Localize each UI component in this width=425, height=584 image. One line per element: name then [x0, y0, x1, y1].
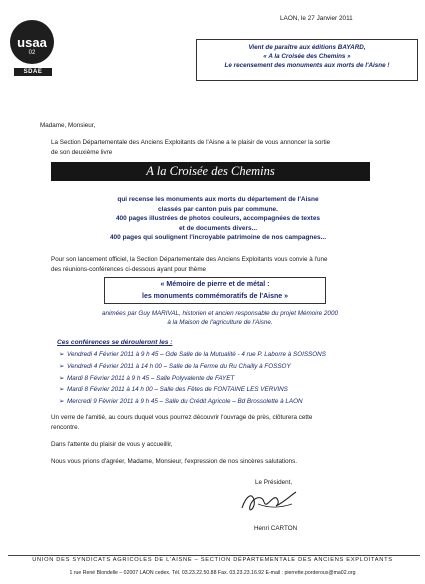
list-item: ➢ Mardi 8 Février 2011 à 9 h 45 – Salle Polyvalente de FAYET	[59, 373, 326, 385]
arrow-bullet-icon: ➢	[59, 374, 65, 382]
footer-divider	[8, 555, 420, 556]
president-title: Le Président,	[255, 479, 293, 486]
conference-list	[59, 349, 326, 408]
footer-organization: UNION DES SYNDICATS AGRICOLES DE L'AISNE – SECTION DÉPARTEMENTALE DES ANCIENS EXPLOITANTS	[32, 557, 393, 563]
desc-line: 400 pages illustrées de photos couleurs, accompagnées de textes	[115, 215, 321, 223]
desc-line: 400 pages qui soulignent l'incroyable patrimoine de nos campagnes...	[109, 234, 327, 242]
arrow-bullet-icon: ➢	[59, 398, 65, 406]
speaker-line-1: animées par Guy MARIVAL, historien et ancien responsable du projet Mémoire 2000	[102, 310, 338, 317]
launch-line-1: Pour son lancement officiel, la Section Départementale des Anciens Exploitants vous convie à l'une	[51, 256, 328, 263]
desc-line: classés par canton puis par commune.	[158, 205, 278, 213]
notice-line-1: Vient de paraître aux éditions BAYARD,	[248, 44, 366, 51]
theme-line-2: les monuments commémoratifs de l'Aisne »	[142, 293, 288, 300]
reception-line-2: rencontre.	[51, 424, 80, 431]
president-name: Henri CARTON	[254, 525, 298, 532]
usaa-logo	[10, 20, 54, 64]
book-description	[100, 195, 336, 243]
conference-theme	[104, 277, 326, 304]
list-item: ➢ Mardi 8 Février 2011 à 14 h 00 – Salle des Fêtes de FONTAINE LES VERVINS	[59, 384, 326, 396]
publication-notice	[196, 39, 418, 81]
notice-line-2: « A la Croisée des Chemins »	[263, 53, 351, 61]
closing-line: Nous vous prions d'agréer, Madame, Monsieur, l'expression de nos sincères salutations.	[51, 458, 298, 465]
list-item: ➢ Vendredi 4 Février 2011 à 9 h 45 – Gde Salle de la Mutualité - 4 rue P. Laborre à SOISSONS	[59, 349, 326, 361]
launch-line-2: des réunions-conférences ci-dessous ayant pour thème	[51, 266, 207, 273]
desc-line: qui recense les monuments aux morts du département de l'Aisne	[117, 196, 319, 203]
arrow-bullet-icon: ➢	[59, 351, 65, 358]
intro-line-2: de son deuxième livre	[51, 149, 113, 156]
theme-line-1: « Mémoire de pierre et de métal :	[160, 281, 270, 288]
logo-number: 02	[28, 50, 36, 56]
salutation: Madame, Monsieur,	[40, 122, 96, 129]
conferences-title: Ces conférences se dérouleront les :	[57, 339, 173, 346]
desc-line: et de documents divers...	[178, 224, 258, 232]
logo-text: usaa	[17, 35, 47, 50]
arrow-bullet-icon: ➢	[59, 362, 65, 370]
speaker-info	[100, 309, 340, 328]
book-title-banner: A la Croisée des Chemins	[51, 162, 370, 181]
reception-line-1: Un verre de l'amitié, au cours duquel vous pourrez découvrir l'ouvrage de près, clôturera cette	[51, 414, 313, 421]
intro-line-1: La Section Départementale des Anciens Exploitants de l'Aisne a le plaisir de vous annoncer la sortie	[51, 139, 331, 146]
footer-contact: 1 rue René Blondelle – 02007 LAON cedex. Tél. 03.23.22.50.88 Fax. 03.23.23.16.92 E-mail : pierrette.porderoux@ma02.org	[69, 570, 356, 576]
arrow-bullet-icon: ➢	[59, 386, 65, 394]
logo-sub-label: SDAE	[14, 68, 52, 76]
letter-date: LAON, le 27 Janvier 2011	[280, 15, 353, 22]
attente-line: Dans l'attente du plaisir de vous y accueillir,	[51, 441, 173, 448]
list-item: ➢ Mercredi 9 Février 2011 à 9 h 45 – Salle du Crédit Agricole – Bd Brossolette à LAON	[59, 396, 326, 408]
notice-line-3: Le recensement des monuments aux morts de l'Aisne !	[224, 62, 390, 70]
list-item: ➢ Vendredi 4 Février 2011 à 14 h 00 – Salle de la Ferme du Ru Chailly à FOSSOY	[59, 361, 326, 373]
signature-icon	[228, 478, 308, 524]
speaker-line-2: à la Maison de l'agriculture de l'Aisne.	[167, 319, 273, 327]
